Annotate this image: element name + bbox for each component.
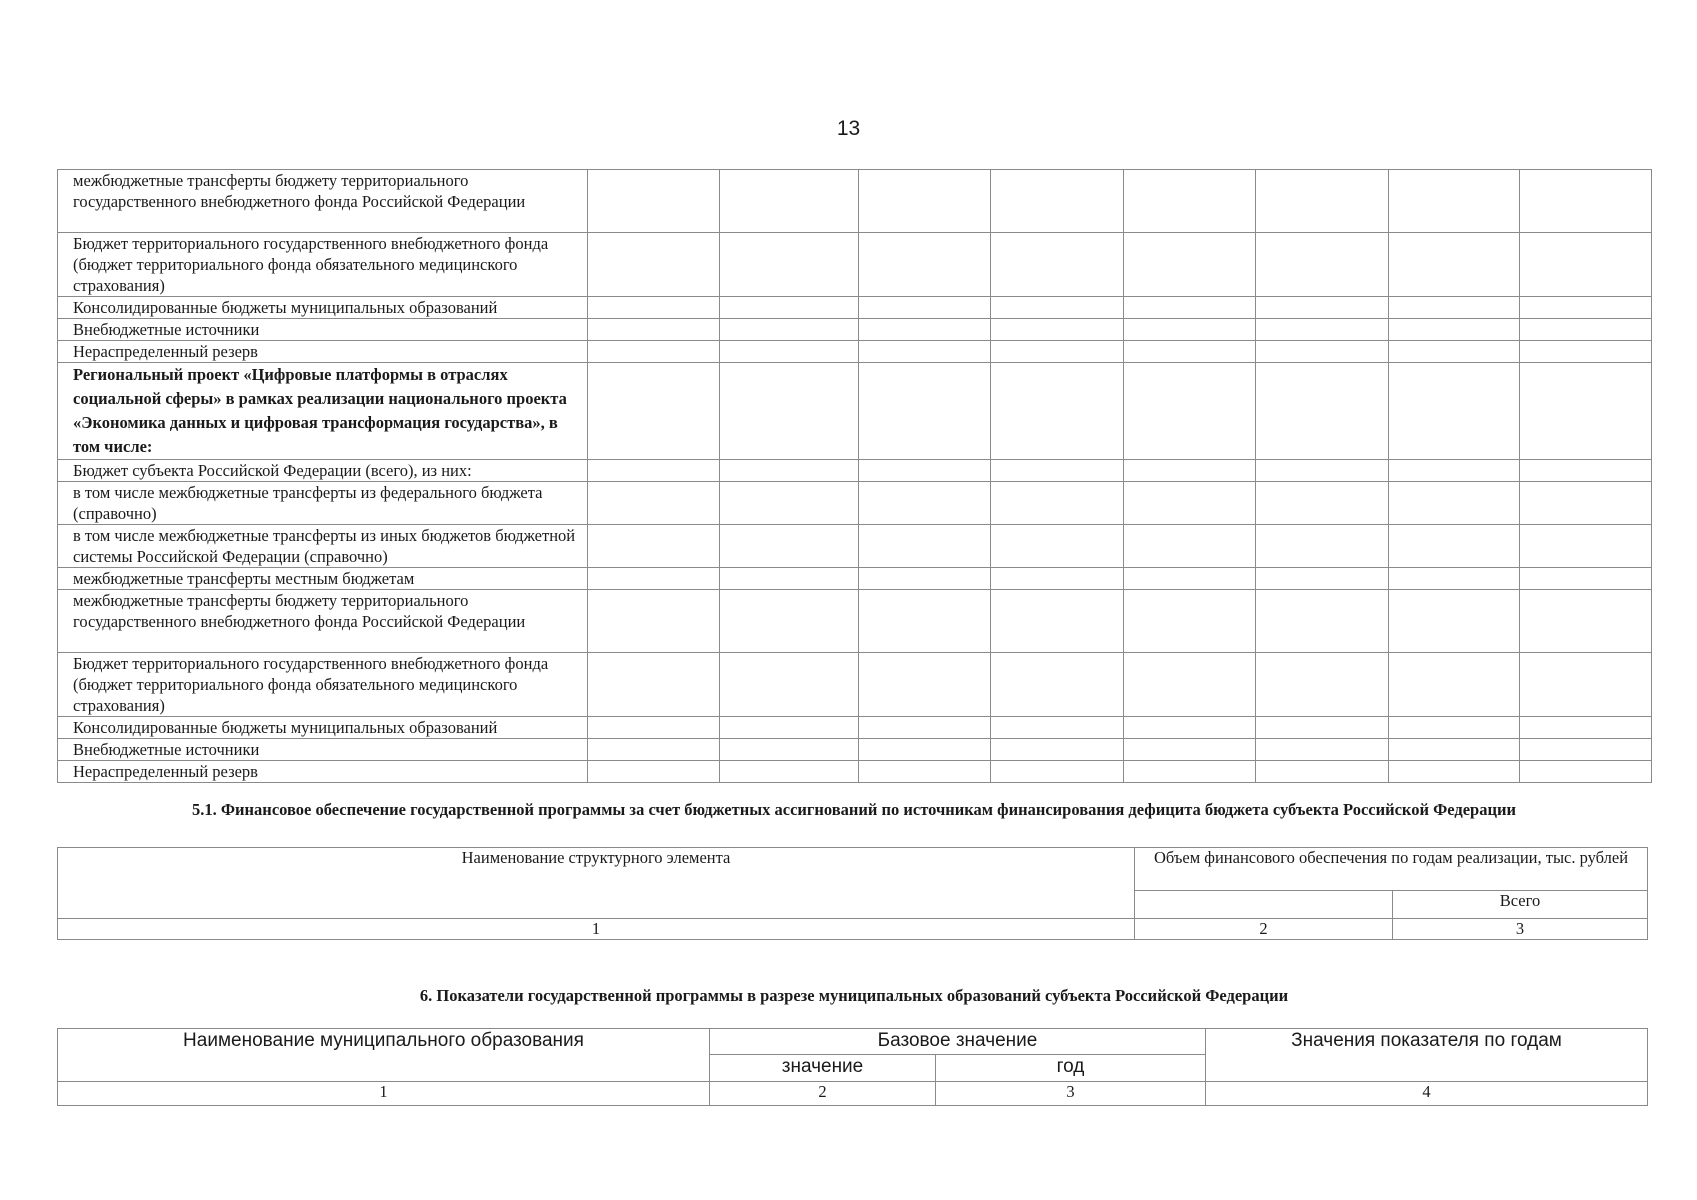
budget-value-cell	[720, 739, 859, 761]
budget-row-label: Внебюджетные источники	[58, 739, 588, 761]
budget-value-cell	[1389, 170, 1520, 233]
financing-total-header: Всего	[1393, 891, 1648, 919]
budget-row-label: межбюджетные трансферты местным бюджетам	[58, 568, 588, 590]
budget-value-cell	[720, 460, 859, 482]
budget-value-cell	[1389, 590, 1520, 653]
budget-value-cell	[1520, 717, 1652, 739]
budget-value-cell	[991, 319, 1124, 341]
budget-value-cell	[1520, 363, 1652, 460]
budget-value-cell	[588, 319, 720, 341]
budget-value-cell	[588, 170, 720, 233]
budget-value-cell	[720, 363, 859, 460]
budget-table	[57, 169, 1652, 783]
budget-value-cell	[720, 233, 859, 297]
column-number-4: 4	[1206, 1082, 1648, 1106]
municipality-name-header: Наименование муниципального образования	[58, 1029, 710, 1082]
page-number: 13	[836, 117, 861, 140]
budget-value-cell	[991, 341, 1124, 363]
budget-row	[58, 319, 1652, 341]
budget-row	[58, 568, 1652, 590]
budget-value-cell	[1256, 460, 1389, 482]
budget-value-cell	[1389, 653, 1520, 717]
column-number-2: 2	[1135, 919, 1393, 940]
budget-value-cell	[859, 363, 991, 460]
budget-value-cell	[1256, 482, 1389, 525]
budget-value-cell	[991, 568, 1124, 590]
budget-value-cell	[1389, 739, 1520, 761]
column-number-3: 3	[1393, 919, 1648, 940]
budget-value-cell	[1124, 460, 1256, 482]
budget-row	[58, 525, 1652, 568]
budget-row	[58, 590, 1652, 653]
budget-value-cell	[1124, 525, 1256, 568]
values-by-year-header: Значения показателя по годам	[1206, 1029, 1648, 1082]
budget-value-cell	[588, 460, 720, 482]
budget-value-cell	[991, 297, 1124, 319]
budget-value-cell	[588, 233, 720, 297]
budget-row	[58, 233, 1652, 297]
financing-empty-subheader	[1135, 891, 1393, 919]
budget-value-cell	[859, 460, 991, 482]
budget-value-cell	[1256, 739, 1389, 761]
budget-value-cell	[1124, 341, 1256, 363]
budget-value-cell	[1520, 761, 1652, 783]
budget-value-cell	[720, 590, 859, 653]
section-6-heading: 6. Показатели государственной программы в разрезе муниципальных образований субъекта Российской Федерации	[419, 986, 1289, 1005]
budget-row-label: Консолидированные бюджеты муниципальных образований	[58, 297, 588, 319]
budget-row-label: Консолидированные бюджеты муниципальных образований	[58, 717, 588, 739]
budget-value-cell	[588, 761, 720, 783]
budget-value-cell	[720, 341, 859, 363]
budget-value-cell	[1124, 297, 1256, 319]
budget-value-cell	[1256, 590, 1389, 653]
budget-value-cell	[588, 525, 720, 568]
budget-row-label: Бюджет субъекта Российской Федерации (всего), из них:	[58, 460, 588, 482]
budget-row-label: межбюджетные трансферты бюджету территориального государственного внебюджетного фонда Российской Федерации	[58, 590, 588, 653]
budget-value-cell	[859, 319, 991, 341]
base-year-subheader: год	[936, 1055, 1206, 1082]
budget-row	[58, 717, 1652, 739]
budget-value-cell	[859, 761, 991, 783]
budget-value-cell	[1520, 590, 1652, 653]
budget-value-cell	[1256, 568, 1389, 590]
budget-value-cell	[1389, 233, 1520, 297]
base-value-header: Базовое значение	[710, 1029, 1206, 1055]
budget-value-cell	[859, 297, 991, 319]
budget-value-cell	[1520, 341, 1652, 363]
budget-row	[58, 739, 1652, 761]
budget-value-cell	[1520, 297, 1652, 319]
budget-value-cell	[1256, 717, 1389, 739]
budget-value-cell	[991, 653, 1124, 717]
column-number-2: 2	[710, 1082, 936, 1106]
budget-value-cell	[991, 761, 1124, 783]
budget-row-label: Бюджет территориального государственного внебюджетного фонда (бюджет территориального фонда обязательного медицинского страхования)	[58, 233, 588, 297]
budget-row	[58, 460, 1652, 482]
budget-value-cell	[1256, 761, 1389, 783]
budget-value-cell	[588, 297, 720, 319]
budget-value-cell	[588, 717, 720, 739]
budget-value-cell	[1389, 525, 1520, 568]
budget-value-cell	[859, 482, 991, 525]
budget-value-cell	[1124, 170, 1256, 233]
section-5-1-heading: 5.1. Финансовое обеспечение государственной программы за счет бюджетных ассигнований по источникам финансирования дефицита бюджета субъекта Российской Федерации	[192, 800, 1516, 819]
budget-value-cell	[1389, 568, 1520, 590]
budget-value-cell	[1520, 568, 1652, 590]
budget-value-cell	[1389, 341, 1520, 363]
budget-value-cell	[588, 590, 720, 653]
budget-row	[58, 170, 1652, 233]
budget-value-cell	[859, 170, 991, 233]
budget-value-cell	[1256, 363, 1389, 460]
budget-value-cell	[859, 739, 991, 761]
budget-value-cell	[991, 525, 1124, 568]
column-number-1: 1	[58, 1082, 710, 1106]
budget-value-cell	[588, 363, 720, 460]
budget-row	[58, 363, 1652, 460]
budget-value-cell	[1520, 319, 1652, 341]
budget-value-cell	[1256, 233, 1389, 297]
budget-value-cell	[1256, 341, 1389, 363]
budget-value-cell	[1520, 233, 1652, 297]
budget-value-cell	[1124, 233, 1256, 297]
budget-value-cell	[720, 717, 859, 739]
budget-value-cell	[859, 525, 991, 568]
column-number-3: 3	[936, 1082, 1206, 1106]
budget-row-label: Бюджет территориального государственного внебюджетного фонда (бюджет территориального фонда обязательного медицинского страхования)	[58, 653, 588, 717]
budget-value-cell	[1389, 363, 1520, 460]
budget-value-cell	[1520, 482, 1652, 525]
budget-row	[58, 653, 1652, 717]
budget-row	[58, 482, 1652, 525]
budget-value-cell	[1389, 717, 1520, 739]
budget-value-cell	[1520, 460, 1652, 482]
budget-value-cell	[859, 590, 991, 653]
budget-value-cell	[991, 590, 1124, 653]
budget-value-cell	[720, 297, 859, 319]
budget-value-cell	[1124, 653, 1256, 717]
budget-value-cell	[1124, 363, 1256, 460]
budget-row-label: Внебюджетные источники	[58, 319, 588, 341]
budget-value-cell	[1389, 460, 1520, 482]
structural-element-name-header: Наименование структурного элемента	[58, 848, 1135, 919]
budget-value-cell	[1124, 590, 1256, 653]
budget-value-cell	[588, 568, 720, 590]
budget-value-cell	[1124, 568, 1256, 590]
budget-value-cell	[859, 233, 991, 297]
budget-row-label: Нераспределенный резерв	[58, 341, 588, 363]
budget-value-cell	[1389, 482, 1520, 525]
budget-value-cell	[720, 319, 859, 341]
budget-value-cell	[859, 717, 991, 739]
budget-value-cell	[991, 363, 1124, 460]
budget-value-cell	[1520, 170, 1652, 233]
budget-value-cell	[1256, 297, 1389, 319]
budget-value-cell	[1389, 297, 1520, 319]
base-value-subheader: значение	[710, 1055, 936, 1082]
budget-value-cell	[859, 568, 991, 590]
budget-row-label: межбюджетные трансферты бюджету территориального государственного внебюджетного фонда Российской Федерации	[58, 170, 588, 233]
budget-value-cell	[720, 482, 859, 525]
budget-value-cell	[720, 761, 859, 783]
financing-volume-header: Объем финансового обеспечения по годам реализации, тыс. рублей	[1135, 848, 1648, 891]
budget-value-cell	[859, 341, 991, 363]
budget-value-cell	[588, 653, 720, 717]
budget-value-cell	[720, 568, 859, 590]
budget-row	[58, 341, 1652, 363]
budget-value-cell	[1124, 739, 1256, 761]
budget-value-cell	[588, 739, 720, 761]
budget-row	[58, 761, 1652, 783]
budget-value-cell	[588, 341, 720, 363]
budget-value-cell	[1389, 319, 1520, 341]
budget-value-cell	[720, 525, 859, 568]
budget-value-cell	[1124, 482, 1256, 525]
budget-row	[58, 297, 1652, 319]
budget-value-cell	[1256, 170, 1389, 233]
budget-value-cell	[588, 482, 720, 525]
budget-value-cell	[1520, 653, 1652, 717]
budget-value-cell	[1256, 653, 1389, 717]
budget-value-cell	[1256, 525, 1389, 568]
budget-value-cell	[991, 170, 1124, 233]
budget-value-cell	[859, 653, 991, 717]
budget-value-cell	[1389, 761, 1520, 783]
budget-value-cell	[1520, 525, 1652, 568]
budget-value-cell	[720, 653, 859, 717]
budget-row-label: в том числе межбюджетные трансферты из федерального бюджета (справочно)	[58, 482, 588, 525]
budget-value-cell	[991, 482, 1124, 525]
indicators-table	[57, 1028, 1648, 1106]
budget-value-cell	[1520, 739, 1652, 761]
budget-table-body	[58, 170, 1652, 783]
budget-row-label: Региональный проект «Цифровые платформы в отраслях социальной сферы» в рамках реализации национального проекта «Экономика данных и цифровая трансформация государства», в том числе:	[58, 363, 588, 460]
budget-value-cell	[720, 170, 859, 233]
column-number-1: 1	[58, 919, 1135, 940]
budget-value-cell	[1124, 717, 1256, 739]
budget-value-cell	[991, 739, 1124, 761]
budget-value-cell	[991, 233, 1124, 297]
budget-value-cell	[1124, 319, 1256, 341]
budget-value-cell	[991, 460, 1124, 482]
financing-table	[57, 847, 1648, 940]
budget-value-cell	[1124, 761, 1256, 783]
budget-row-label: в том числе межбюджетные трансферты из иных бюджетов бюджетной системы Российской Федерации (справочно)	[58, 525, 588, 568]
budget-row-label: Нераспределенный резерв	[58, 761, 588, 783]
budget-value-cell	[991, 717, 1124, 739]
budget-value-cell	[1256, 319, 1389, 341]
